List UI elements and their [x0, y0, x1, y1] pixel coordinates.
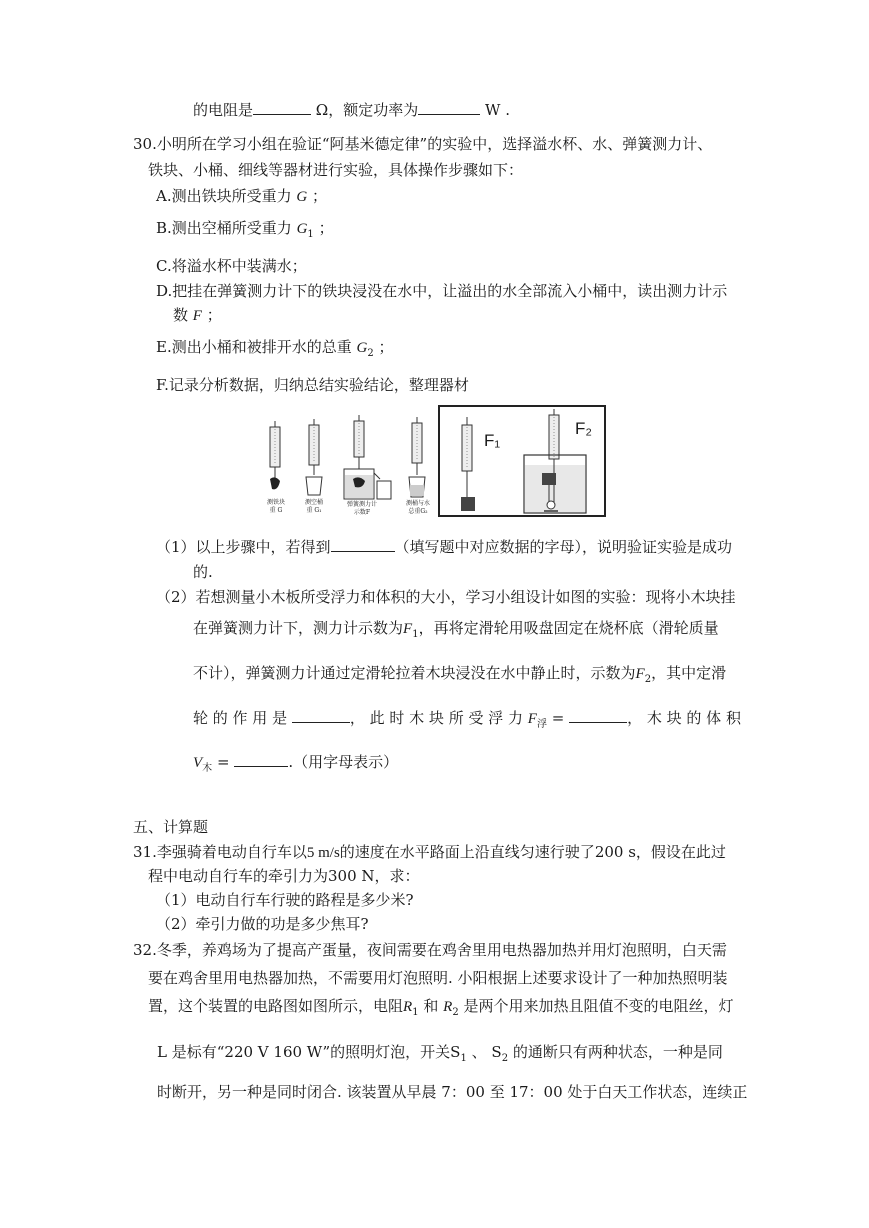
value: 300 N — [328, 867, 375, 885]
sub: 2 — [452, 1007, 459, 1018]
answer-blank[interactable] — [234, 752, 288, 767]
q30-part2-line2 — [193, 618, 719, 645]
text: = — [551, 709, 565, 727]
q30-line2: 铁块、小桶、细线等器材进行实验，具体操作步骤如下： — [148, 161, 524, 179]
text: 、 — [471, 1043, 487, 1061]
caption-line: 示数F — [353, 509, 371, 516]
q32-line4 — [157, 1042, 723, 1069]
text: 轮 的 作 用 是 — [193, 709, 288, 727]
q30-part2-line1: （2）若想测量小木板所受浮力和体积的大小，学习小组设计如图的实验：现将小木块挂 — [156, 588, 736, 606]
punct: ； — [206, 306, 222, 324]
text: 的速度在水平路面上沿直线匀速行驶了 — [339, 843, 595, 861]
text: 不计），弹簧测力计通过定滑轮拉着木块浸没在水中静止时，示数为 — [193, 664, 636, 682]
text: Ω，额定功率为 — [315, 101, 419, 119]
q30-step-a — [156, 186, 327, 207]
caption-3 — [342, 501, 382, 517]
q30-step-c: C.将溢水杯中装满水； — [156, 257, 307, 275]
text: ， 木 块 的 体 积 — [627, 709, 741, 727]
caption-1 — [264, 499, 288, 515]
q30-step-b — [156, 218, 334, 245]
caption-2 — [302, 499, 326, 515]
var: V — [193, 755, 203, 771]
q31-line1 — [133, 842, 726, 863]
var: G — [296, 221, 308, 237]
value: 220 V 160 W — [224, 1043, 323, 1061]
punct: ； — [312, 187, 328, 205]
text: 和 — [423, 997, 439, 1015]
q30-step-d1: D.把挂在弹簧测力计下的铁块浸没在水中，让溢出的水全部流入小桶中，读出测力计示 — [156, 282, 728, 300]
spring-scale-3 — [344, 415, 391, 499]
q30-step-f: F.记录分析数据，归纳总结实验结论，整理器材 — [156, 376, 469, 394]
caption-line: 总重G₂ — [408, 508, 428, 515]
sub: 1 — [460, 1053, 467, 1064]
answer-blank[interactable] — [331, 537, 395, 552]
step-text: E.测出小桶和被排开水的总重 — [156, 338, 352, 356]
step-text: B.测出空桶所受重力 — [156, 219, 292, 237]
sub: 2 — [367, 348, 374, 359]
q30-line1: 30.小明所在学习小组在验证“阿基米德定律”的实验中，选择溢水杯、水、弹簧测力计、 — [133, 135, 713, 153]
answer-blank[interactable] — [292, 708, 350, 723]
value: 5 m/s — [306, 845, 340, 861]
var: F — [403, 621, 413, 637]
var: S — [450, 1043, 461, 1061]
text: 的电阻是 — [193, 101, 254, 119]
q32-line5: 时断开，另一种是同时闭合. 该装置从早晨 7：00 至 17：00 处于白天工作状态，连续正 — [157, 1083, 748, 1101]
q30-part2-line3 — [193, 663, 726, 690]
text: 在弹簧测力计下，测力计示数为 — [193, 619, 404, 637]
q32-line3 — [148, 996, 733, 1023]
experiment-figure — [262, 403, 608, 519]
answer-blank[interactable] — [253, 100, 311, 115]
label-f1: F₁ — [484, 431, 501, 450]
text: ，求： — [374, 867, 420, 885]
value: 200 s — [594, 843, 636, 861]
var: G — [296, 189, 308, 205]
spring-scale-4 — [409, 417, 425, 497]
answer-blank[interactable] — [569, 708, 627, 723]
answer-blank[interactable] — [418, 100, 480, 115]
var: F — [192, 308, 202, 324]
step-text: 数 — [173, 306, 189, 324]
q30-part2-line5 — [193, 752, 398, 779]
step-text: A.测出铁块所受重力 — [156, 187, 292, 205]
var: R — [443, 999, 453, 1015]
text: 是两个用来加热且阻值不变的电阻丝，灯 — [463, 997, 734, 1015]
var: G — [356, 340, 368, 356]
q30-step-d2 — [173, 305, 222, 326]
text: = — [216, 753, 230, 771]
caption-4 — [403, 500, 433, 516]
q32-line2: 要在鸡舍里用电热器加热，不需要用灯泡照明. 小阳根据上述要求设计了一种加热照明装 — [148, 969, 728, 987]
var: F — [635, 666, 645, 682]
q30-part2-line4 — [193, 708, 741, 735]
spring-scale-1 — [270, 421, 280, 489]
text: ”的照明灯泡，开关 — [322, 1043, 451, 1061]
caption-line: 测空桶 — [304, 499, 323, 506]
text: ，再将定滑轮用吸盘固定在烧杯底（滑轮质量 — [418, 619, 719, 637]
section-title: 五、计算题 — [133, 818, 209, 836]
sub: 2 — [644, 674, 652, 685]
text: .（用字母表示） — [288, 753, 399, 771]
text: ， 此 时 木 块 所 受 浮 力 — [349, 709, 524, 727]
spring-scale-2 — [306, 419, 322, 495]
text: 的通断只有两种状态，一种是同 — [512, 1043, 723, 1061]
var: R — [403, 999, 413, 1015]
q31-sub1: （1）电动自行车行驶的路程是多少米? — [156, 891, 414, 909]
text: ，其中定滑 — [651, 664, 727, 682]
sub: 木 — [202, 763, 213, 774]
caption-line: 测桶与水 — [405, 500, 430, 507]
sub: 浮 — [536, 719, 547, 730]
var: S — [491, 1043, 502, 1061]
sub: 1 — [412, 1007, 419, 1018]
text: 置，这个装置的电路图如图所示，电阻 — [148, 997, 404, 1015]
var: F — [527, 711, 537, 727]
sub: 1 — [412, 629, 419, 640]
q31-line2 — [148, 866, 420, 886]
q30-part1-line1 — [156, 537, 732, 557]
q30-step-e — [156, 337, 394, 364]
q31-sub2: （2）牵引力做的功是多少焦耳? — [156, 915, 369, 933]
caption-line: 测铁块 — [266, 499, 285, 506]
punct: ； — [318, 219, 334, 237]
q32-line1: 32.冬季，养鸡场为了提高产蛋量，夜间需要在鸡舍里用电热器加热并用灯泡照明，白天需 — [133, 941, 727, 959]
sub: 1 — [307, 229, 314, 240]
line-resistance-power — [193, 100, 510, 120]
text: （1）以上步骤中，若得到 — [156, 538, 331, 556]
q30-part1-line2: 的. — [193, 563, 213, 581]
text: L 是标有“ — [157, 1043, 225, 1061]
text: ，假设在此过 — [635, 843, 726, 861]
caption-line: 弹簧测力计 — [346, 501, 377, 508]
text: （填写题中对应数据的字母），说明验证实验是成功 — [394, 538, 733, 556]
sub: 2 — [501, 1053, 509, 1064]
label-f2: F₂ — [575, 419, 592, 438]
text: 程中电动自行车的牵引力为 — [148, 867, 329, 885]
punct: ； — [378, 338, 394, 356]
caption-line: 重 G — [269, 507, 283, 514]
text: 31.李强骑着电动自行车以 — [133, 843, 307, 861]
caption-line: 重 G₁ — [306, 507, 322, 514]
text: W . — [485, 101, 510, 119]
